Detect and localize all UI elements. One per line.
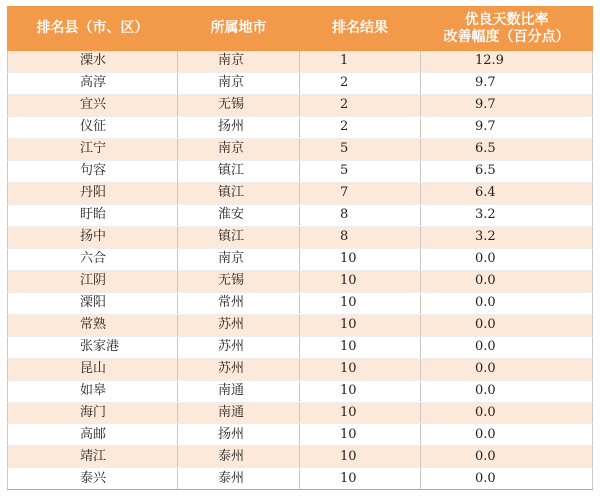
county-cell: 昆山	[8, 358, 178, 380]
value-cell: 3.2	[421, 226, 593, 248]
table-row	[8, 138, 593, 160]
rank-cell: 10	[300, 424, 421, 446]
value-cell: 0.0	[421, 380, 593, 402]
county-cell: 扬中	[8, 226, 178, 248]
rank-cell: 5	[300, 138, 421, 160]
city-cell: 镇江	[178, 226, 300, 248]
value-cell: 12.9	[421, 51, 593, 73]
table-row	[8, 424, 593, 446]
table-row	[8, 468, 593, 490]
value-cell: 6.5	[421, 160, 593, 182]
value-cell: 0.0	[421, 292, 593, 314]
county-cell: 张家港	[8, 336, 178, 358]
value-cell: 6.4	[421, 182, 593, 204]
table-row	[8, 248, 593, 270]
rank-cell: 2	[300, 94, 421, 116]
county-cell: 仪征	[8, 116, 178, 138]
header-improvement-line1: 优良天数比率	[464, 11, 549, 28]
table-row	[8, 72, 593, 94]
county-cell: 江宁	[8, 138, 178, 160]
header-improvement-line2: 改善幅度（百分点）	[443, 28, 570, 45]
city-cell: 南通	[178, 402, 300, 424]
value-cell: 9.7	[421, 116, 593, 138]
county-cell: 如皋	[8, 380, 178, 402]
rank-cell: 10	[300, 402, 421, 424]
city-cell: 泰州	[178, 468, 300, 490]
rank-cell: 5	[300, 160, 421, 182]
ranking-table	[7, 6, 593, 490]
rank-cell: 7	[300, 182, 421, 204]
city-cell: 镇江	[178, 182, 300, 204]
table-row	[8, 226, 593, 248]
city-cell: 常州	[178, 292, 300, 314]
city-cell: 南京	[178, 51, 300, 73]
table-row	[8, 358, 593, 380]
rank-cell: 10	[300, 292, 421, 314]
table-row	[8, 314, 593, 336]
rank-cell: 10	[300, 270, 421, 292]
rank-cell: 10	[300, 336, 421, 358]
table-row	[8, 204, 593, 226]
city-cell: 南京	[178, 248, 300, 270]
city-cell: 苏州	[178, 336, 300, 358]
rank-cell: 10	[300, 446, 421, 468]
city-cell: 无锡	[178, 270, 300, 292]
county-cell: 常熟	[8, 314, 178, 336]
value-cell: 0.0	[421, 314, 593, 336]
city-cell: 扬州	[178, 116, 300, 138]
county-cell: 溧水	[8, 51, 178, 73]
value-cell: 0.0	[421, 402, 593, 424]
county-cell: 海门	[8, 402, 178, 424]
table-row	[8, 292, 593, 314]
table-row	[8, 270, 593, 292]
city-cell: 南京	[178, 72, 300, 94]
city-cell: 扬州	[178, 424, 300, 446]
county-cell: 丹阳	[8, 182, 178, 204]
table-row	[8, 402, 593, 424]
value-cell: 9.7	[421, 72, 593, 94]
value-cell: 0.0	[421, 446, 593, 468]
rank-cell: 10	[300, 468, 421, 490]
city-cell: 南京	[178, 138, 300, 160]
rank-cell: 8	[300, 226, 421, 248]
table-row	[8, 51, 593, 73]
header-rank: 排名结果	[300, 7, 421, 51]
header-city: 所属地市	[178, 7, 300, 51]
ranking-table-container	[7, 6, 592, 490]
value-cell: 0.0	[421, 336, 593, 358]
value-cell: 0.0	[421, 248, 593, 270]
rank-cell: 1	[300, 51, 421, 73]
header-row	[8, 7, 593, 51]
table-header	[8, 7, 593, 51]
rank-cell: 2	[300, 72, 421, 94]
county-cell: 高淳	[8, 72, 178, 94]
value-cell: 0.0	[421, 468, 593, 490]
table-row	[8, 182, 593, 204]
rank-cell: 8	[300, 204, 421, 226]
city-cell: 苏州	[178, 314, 300, 336]
county-cell: 六合	[8, 248, 178, 270]
rank-cell: 10	[300, 380, 421, 402]
city-cell: 无锡	[178, 94, 300, 116]
city-cell: 苏州	[178, 358, 300, 380]
rank-cell: 10	[300, 358, 421, 380]
table-row	[8, 116, 593, 138]
city-cell: 泰州	[178, 446, 300, 468]
value-cell: 9.7	[421, 94, 593, 116]
county-cell: 盱眙	[8, 204, 178, 226]
city-cell: 南通	[178, 380, 300, 402]
header-improvement	[421, 7, 593, 51]
table-row	[8, 94, 593, 116]
city-cell: 淮安	[178, 204, 300, 226]
county-cell: 靖江	[8, 446, 178, 468]
county-cell: 句容	[8, 160, 178, 182]
table-row	[8, 336, 593, 358]
table-body	[8, 51, 593, 490]
county-cell: 宜兴	[8, 94, 178, 116]
value-cell: 3.2	[421, 204, 593, 226]
county-cell: 江阴	[8, 270, 178, 292]
county-cell: 溧阳	[8, 292, 178, 314]
rank-cell: 10	[300, 314, 421, 336]
table-row	[8, 380, 593, 402]
header-county: 排名县（市、区）	[8, 7, 178, 51]
rank-cell: 2	[300, 116, 421, 138]
county-cell: 高邮	[8, 424, 178, 446]
table-row	[8, 446, 593, 468]
value-cell: 0.0	[421, 270, 593, 292]
value-cell: 0.0	[421, 358, 593, 380]
value-cell: 0.0	[421, 424, 593, 446]
county-cell: 泰兴	[8, 468, 178, 490]
city-cell: 镇江	[178, 160, 300, 182]
rank-cell: 10	[300, 248, 421, 270]
value-cell: 6.5	[421, 138, 593, 160]
table-row	[8, 160, 593, 182]
